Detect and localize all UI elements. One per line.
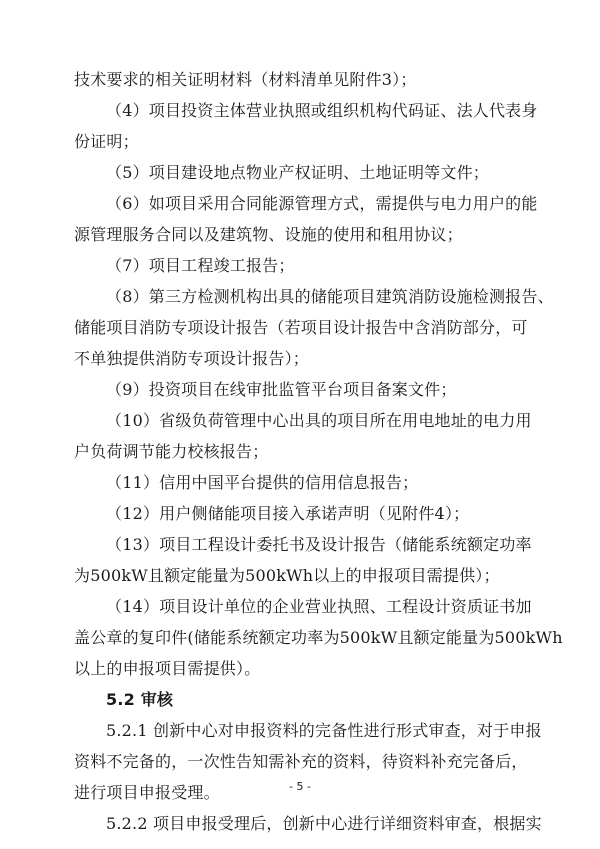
- text-line: 源管理服务合同以及建筑物、设施的使用和租用协议；: [74, 225, 463, 244]
- text-line: 储能项目消防专项设计报告（若项目设计报告中含消防部分，可: [74, 318, 528, 337]
- text-line: （10）省级负荷管理中心出具的项目所在用电地址的电力用: [106, 411, 532, 430]
- text-line: （11）信用中国平台提供的信用信息报告；: [106, 473, 419, 492]
- document-body: [74, 64, 563, 839]
- text-line: 份证明；: [74, 132, 139, 151]
- text-line: 为500kW且额定能量为500kWh以上的申报项目需提供）；: [74, 566, 500, 585]
- section-heading: 5.2 审核: [106, 690, 174, 709]
- text-line: 5.2.2 项目申报受理后，创新中心进行详细资料审查，根据实: [106, 814, 542, 833]
- text-line: （5）项目建设地点物业产权证明、土地证明等文件；: [106, 163, 489, 182]
- text-line: 盖公章的复印件(储能系统额定功率为500kW且额定能量为500kWh: [74, 628, 563, 647]
- text-line: 5.2.1 创新中心对申报资料的完备性进行形式审查，对于申报: [106, 721, 542, 740]
- text-line: 技术要求的相关证明材料（材料清单见附件3）；: [74, 70, 417, 89]
- text-line: （13）项目工程设计委托书及设计报告（储能系统额定功率: [106, 535, 532, 554]
- text-line: （12）用户侧储能项目接入承诺声明（见附件4）；: [106, 504, 470, 523]
- text-line: 户负荷调节能力校核报告；: [74, 442, 269, 461]
- text-line: （4）项目投资主体营业执照或组织机构代码证、法人代表身: [106, 101, 538, 120]
- text-line: （6）如项目采用合同能源管理方式，需提供与电力用户的能: [106, 194, 538, 213]
- text-line: 以上的申报项目需提供）。: [74, 659, 261, 678]
- text-line: 进行项目申报受理。: [74, 783, 220, 802]
- text-line: （8）第三方检测机构出具的储能项目建筑消防设施检测报告、: [106, 287, 554, 306]
- text-line: （14）项目设计单位的企业营业执照、工程设计资质证书加: [106, 597, 532, 616]
- text-line: （9）投资项目在线审批监管平台项目备案文件；: [106, 380, 457, 399]
- text-line: （7）项目工程竣工报告；: [106, 256, 295, 275]
- text-line: 不单独提供消防专项设计报告）；: [74, 349, 310, 368]
- page-number: - 5 -: [289, 780, 311, 793]
- text-line: 资料不完备的，一次性告知需补充的资料，待资料补充完备后，: [74, 752, 528, 771]
